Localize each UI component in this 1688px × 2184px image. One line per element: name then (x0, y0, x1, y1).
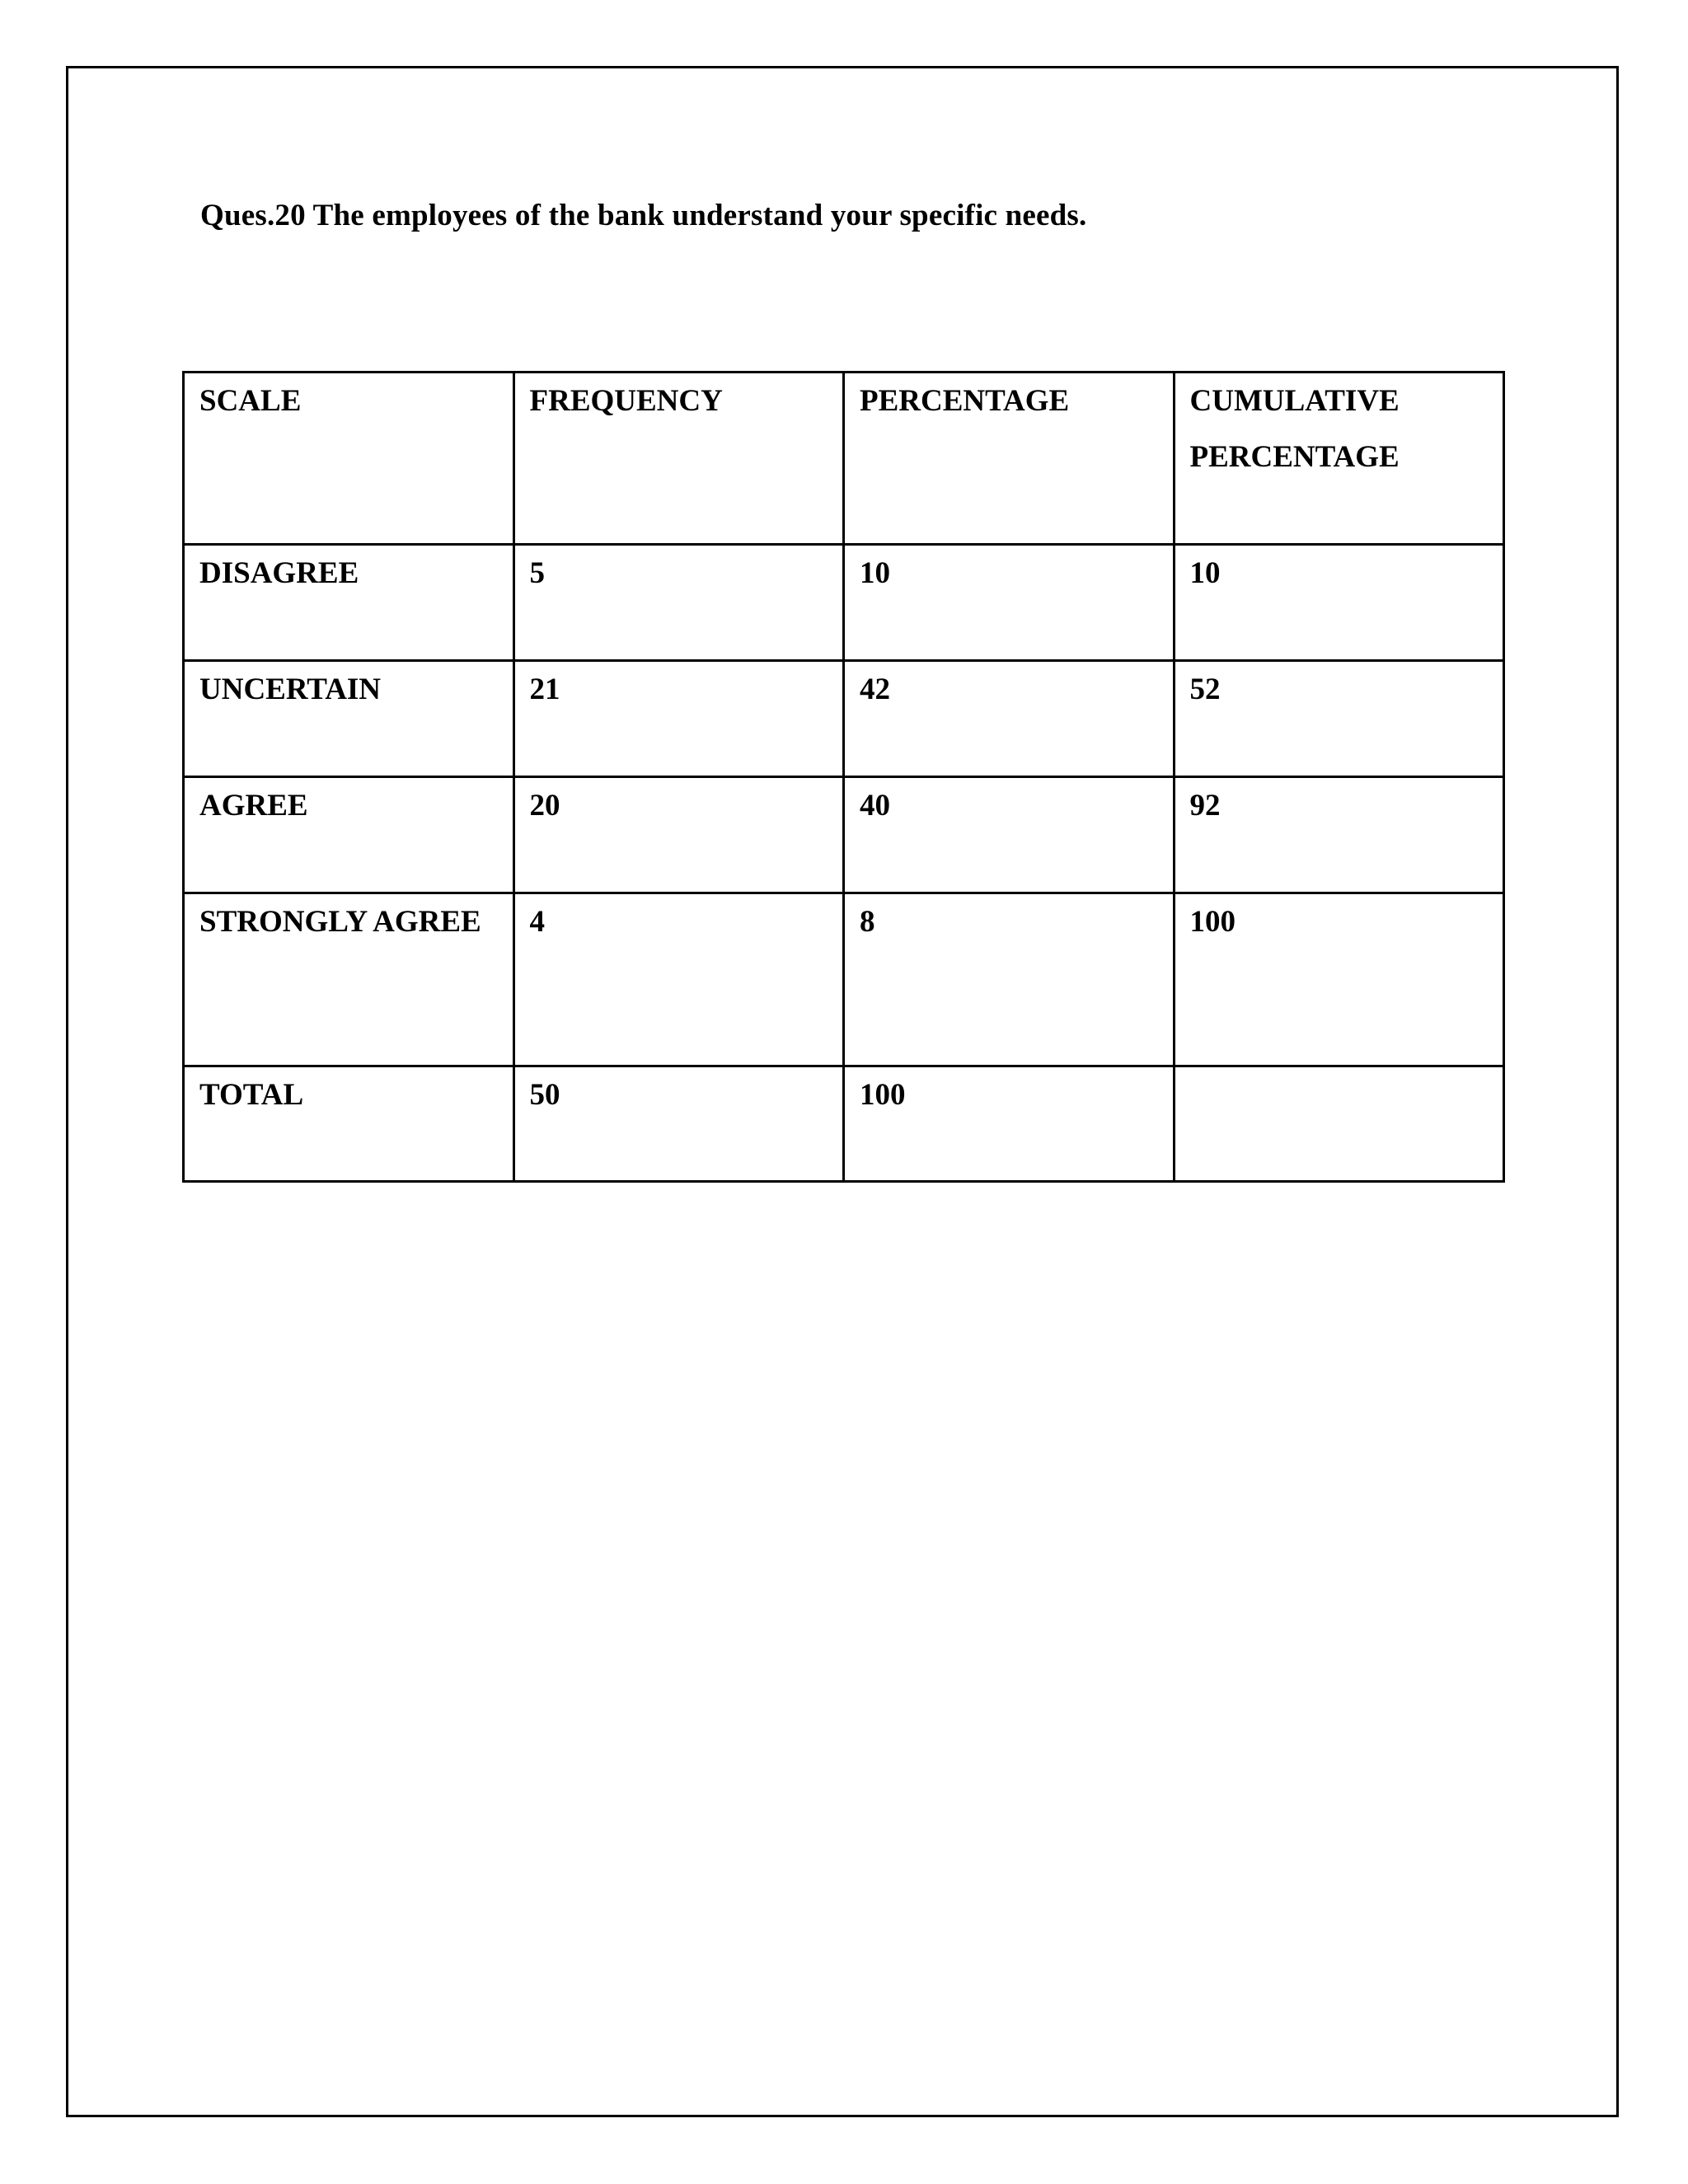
cell-frequency: 50 (513, 1066, 844, 1182)
cell-percentage: 8 (844, 893, 1175, 1066)
cell-cumulative: 92 (1174, 777, 1504, 893)
cell-cumulative: 52 (1174, 661, 1504, 777)
table-row (184, 893, 1504, 1066)
cell-percentage: 10 (844, 545, 1175, 661)
cell-cumulative: 10 (1174, 545, 1504, 661)
table-row (184, 777, 1504, 893)
header-cumulative-percentage: CUMULATIVE PERCENTAGE (1174, 373, 1504, 545)
cell-scale: UNCERTAIN (184, 661, 514, 777)
question-heading: Ques.20 The employees of the bank understand your specific needs. (200, 199, 1087, 232)
cell-percentage: 40 (844, 777, 1175, 893)
header-percentage: PERCENTAGE (844, 373, 1175, 545)
table-header-row (184, 373, 1504, 545)
cell-percentage: 42 (844, 661, 1175, 777)
cell-cumulative: 100 (1174, 893, 1504, 1066)
table-total-row (184, 1066, 1504, 1182)
cell-scale: TOTAL (184, 1066, 514, 1182)
table-row (184, 661, 1504, 777)
header-scale: SCALE (184, 373, 514, 545)
cell-scale: STRONGLY AGREE (184, 893, 514, 1066)
frequency-table (182, 371, 1505, 1183)
table-row (184, 545, 1504, 661)
cell-frequency: 4 (513, 893, 844, 1066)
header-frequency: FREQUENCY (513, 373, 844, 545)
cell-frequency: 5 (513, 545, 844, 661)
cell-cumulative (1174, 1066, 1504, 1182)
cell-percentage: 100 (844, 1066, 1175, 1182)
cell-scale: DISAGREE (184, 545, 514, 661)
cell-scale: AGREE (184, 777, 514, 893)
cell-frequency: 21 (513, 661, 844, 777)
cell-frequency: 20 (513, 777, 844, 893)
